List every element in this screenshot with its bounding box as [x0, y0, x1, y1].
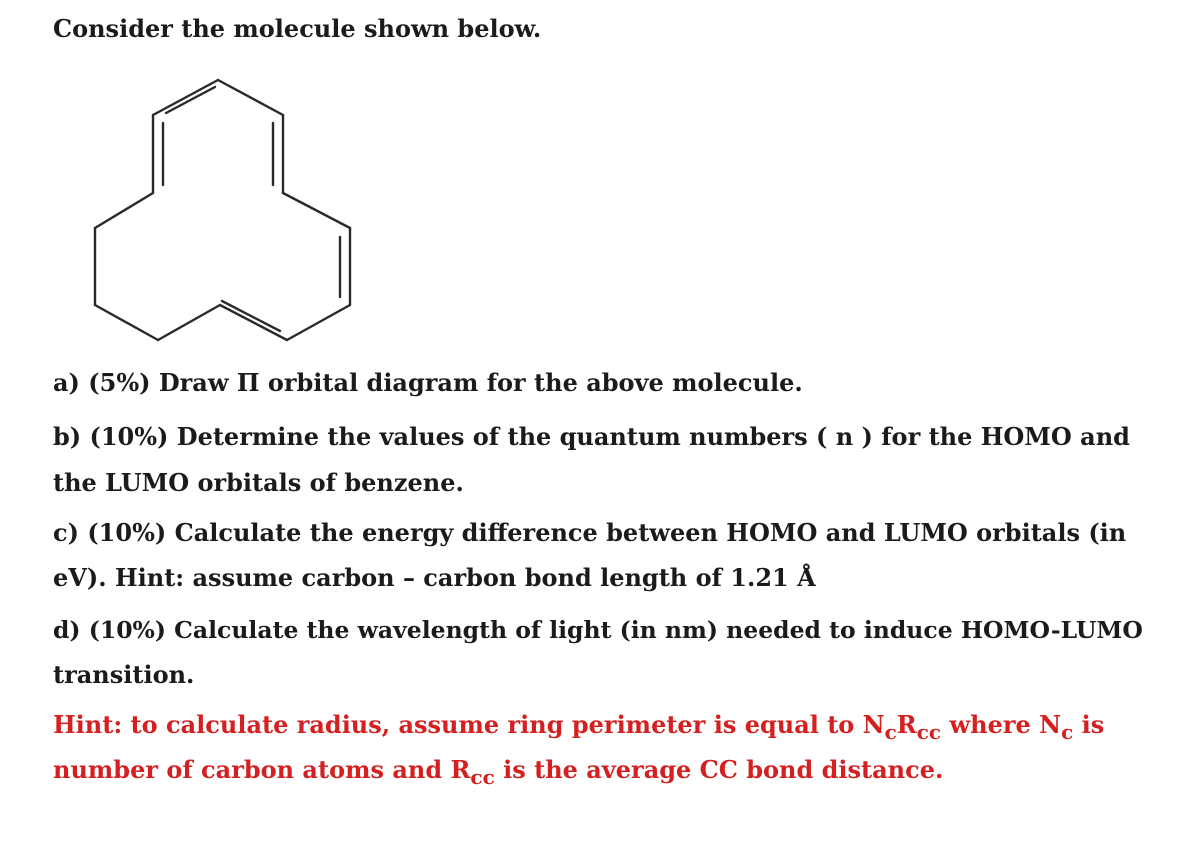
question-a-line-1: a) (5%) Draw Π orbital diagram for the above molecule.: [53, 368, 803, 397]
hint-line-1-post: is: [1073, 710, 1105, 739]
hint-sub-nc: c: [884, 719, 897, 744]
bond-6: [283, 193, 350, 228]
bond-1: [95, 193, 153, 228]
bond-11: [95, 305, 158, 340]
hint-line-2-pre: number of carbon atoms and R: [53, 755, 471, 784]
hint-sub-rcc: cc: [470, 764, 495, 789]
bond-10: [158, 305, 220, 340]
question-d-line-2: transition.: [53, 660, 195, 689]
double-bond-5: [222, 301, 280, 331]
question-c-line-1: c) (10%) Calculate the energy difference between HOMO and LUMO orbitals (in: [53, 518, 1127, 547]
question-c-line-2: eV). Hint: assume carbon – carbon bond length of 1.21 Å: [53, 563, 816, 592]
question-b-line-1: b) (10%) Determine the values of the quantum numbers ( n ) for the HOMO and: [53, 422, 1130, 451]
bond-3: [153, 80, 218, 115]
double-bond-2: [166, 87, 215, 113]
hint-line-1: [53, 710, 1104, 747]
hint-line-2: [53, 755, 943, 792]
hint-sub-nc-2: c: [1061, 719, 1074, 744]
intro-text: Consider the molecule shown below.: [53, 14, 542, 43]
question-b-line-2: the LUMO orbitals of benzene.: [53, 468, 464, 497]
bond-8: [287, 305, 350, 340]
hint-line-2-post: is the average CC bond distance.: [494, 755, 944, 784]
question-d-line-1: d) (10%) Calculate the wavelength of light (in nm) needed to induce HOMO-LUMO: [53, 616, 1143, 644]
hint-line-1-pre: Hint: to calculate radius, assume ring perimeter is equal to N: [53, 710, 885, 739]
bond-9: [220, 305, 287, 340]
hint-sub-cc: cc: [916, 719, 942, 744]
bond-4: [218, 80, 283, 115]
hint-line-1-mid: where N: [941, 710, 1062, 739]
hint-r: R: [896, 710, 917, 739]
molecule-structure: [70, 70, 370, 350]
